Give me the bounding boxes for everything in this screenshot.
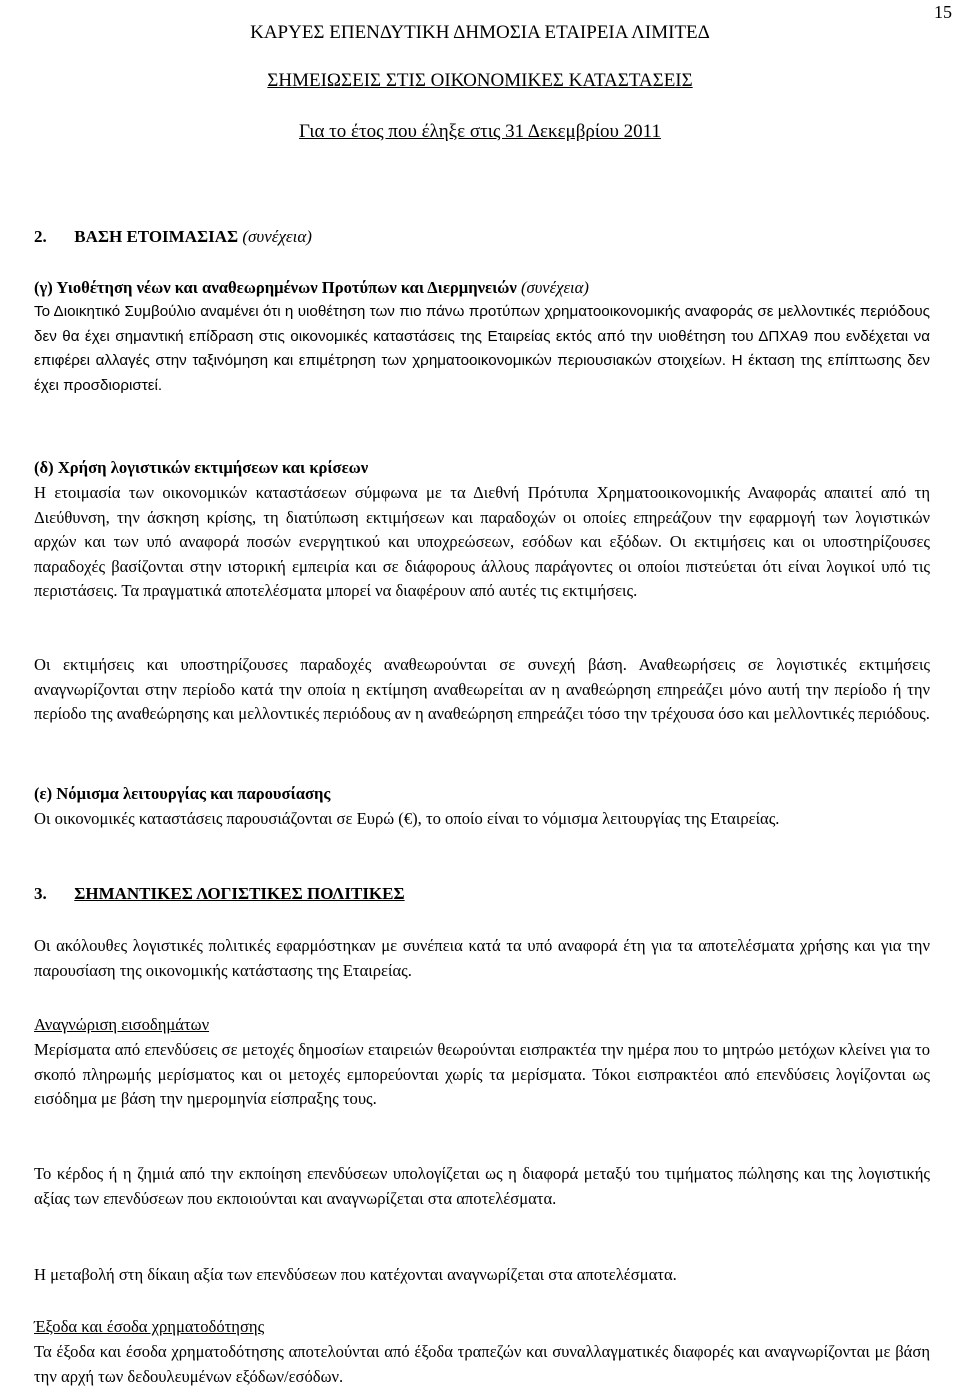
subsection-e-title [34,782,930,807]
section-3-intro: Οι ακόλουθες λογιστικές πολιτικές εφαρμόστηκαν με συνέπεια κατά τα υπό αναφορά έτη για τα αποτελέσματα χρήσης και για την παρουσίαση της οικονομικής κατάστασης της Εταιρείας. [34,936,930,980]
section-title: ΣΗΜΑΝΤΙΚΕΣ ΛΟΓΙΣΤΙΚΕΣ ΠΟΛΙΤΙΚΕΣ [74,884,405,903]
period-title: Για το έτος που έληξε στις 31 Δεκεμβρίου 2011 [299,121,661,142]
subsection-c-title-text: (γ) Υιοθέτηση νέων και αναθεωρημένων Προτύπων και Διερμηνειών [34,278,517,297]
subsection-c-continued: (συνέχεια) [520,278,589,297]
subsection-d-title-text: (δ) Χρήση λογιστικών εκτιμήσεων και κρίσεων [34,458,369,477]
section-number: 2. [34,227,47,246]
company-name: ΚΑΡΥΕΣ ΕΠΕΝΔΥΤΙΚΗ ΔΗΜΟΣΙΑ ΕΤΑΙΡΕΙΑ ΛΙΜΙΤΕΔ [250,22,710,43]
revenue-p2: Το κέρδος ή η ζημιά από την εκποίηση επενδύσεων υπολογίζεται ως η διαφορά μεταξύ του τιμήματος πώλησης και της λογιστικής αξίας των επενδύσεων που εκποιούνται και αναγνωρίζεται στα αποτελέσματα. [34,1164,930,1208]
subsection-d-p2: Οι εκτιμήσεις και υποστηρίζουσες παραδοχές αναθεωρούνται σε συνεχή βάση. Αναθεωρήσεις σε λογιστικές εκτιμήσεις αναγνωρίζονται στην περίοδο κατά την οποία η εκτίμηση αναθεωρείται αν η αναθεώρηση επηρεάζει μόνο αυτή την περίοδο ή την περίοδο της αναθεώρησης και μελλοντικές περιόδους αν η αναθεώρηση επηρεάζει τόσο την τρέχουσα όσο και μελλοντικές περιόδους. [34,655,930,724]
subsection-d-p1: Η ετοιμασία των οικονομικών καταστάσεων σύμφωνα με τα Διεθνή Πρότυπα Χρηματοοικονομικής Αναφοράς απαιτεί από τη Διεύθυνση, την άσκηση κρίσης, τη διατύπωση εκτιμήσεων και παραδοχών οι οποίες επηρεάζουν την εφαρμογή των λογιστικών αρχών και των υπό αναφορά ποσών ενεργητικού και υποχρεώσεων, εσόδων και εξόδων. Οι εκτιμήσεις και οι υποστηρίζουσες παραδοχές βασίζονται στην ιστορική εμπειρία και σε διάφορους άλλους παράγοντες οι οποίοι πιστεύεται ότι είναι λογικοί υπό τις περιστάσεις. Τα πραγματικά αποτελέσματα μπορεί να διαφέρουν από αυτές τις εκτιμήσεις. [34,483,930,601]
page-number: 15 [934,2,952,22]
revenue-p3: Η μεταβολή στη δίκαιη αξία των επενδύσεων που κατέχονται αναγνωρίζεται στα αποτελέσματα. [34,1265,677,1284]
section-2-heading [34,225,930,250]
section-continued: (συνέχεια) [242,227,312,246]
subsection-d-title [34,456,930,481]
subsection-c-text: Το Διοικητικό Συμβούλιο αναμένει ότι η υιοθέτηση των πιο πάνω προτύπων χρηματοοικονομικής αναφοράς σε μελλοντικές περιόδους δεν θα έχει σημαντική επίδραση στις οικονομικές καταστάσεις της Εταιρείας εκτός από την υιοθέτηση του ΔΠΧΑ9 που ενδέχεται να επιφέρει αλλαγές στην ταξινόμηση και επιμέτρηση των χρηματοοικονομικών περιουσιακών στοιχείων. Η έκταση της επίπτωσης δεν έχει προσδιοριστεί. [34,303,930,394]
subsection-c-title [34,276,930,301]
revenue-heading: Αναγνώριση εισοδημάτων [34,1015,210,1034]
section-3-heading [34,882,930,907]
notes-title: ΣΗΜΕΙΩΣΕΙΣ ΣΤΙΣ ΟΙΚΟΝΟΜΙΚΕΣ ΚΑΤΑΣΤΑΣΕΙΣ [267,70,693,91]
revenue-p1: Μερίσματα από επενδύσεις σε μετοχές δημοσίων εταιρειών θεωρούνται εισπρακτέα την ημέρα που το μητρώο μετόχων κλείνει για το σκοπό πληρωμής μερίσματος και οι μετοχές εμπορεύονται χωρίς τα μερίσματα. Τόκοι εισπρακτέοι από επενδύσεις λογίζονται ως εισόδημα με βάση την ημερομηνία είσπραξης τους. [34,1040,930,1109]
finance-p1: Τα έξοδα και έσοδα χρηματοδότησης αποτελούνται από έξοδα τραπεζών και συναλλαγματικές διαφορές και αναγνωρίζονται με βάση την αρχή των δεδουλευμένων εξόδων/εσόδων. [34,1342,930,1386]
finance-heading: Έξοδα και έσοδα χρηματοδότησης [34,1317,265,1336]
subsection-e-title-text: (ε) Νόμισμα λειτουργίας και παρουσίασης [34,784,331,803]
section-title: ΒΑΣΗ ΕΤΟΙΜΑΣΙΑΣ [74,227,239,246]
section-number: 3. [34,884,47,903]
subsection-e-text: Οι οικονομικές καταστάσεις παρουσιάζονται σε Ευρώ (€), το οποίο είναι το νόμισμα λειτουργίας της Εταιρείας. [34,809,780,828]
